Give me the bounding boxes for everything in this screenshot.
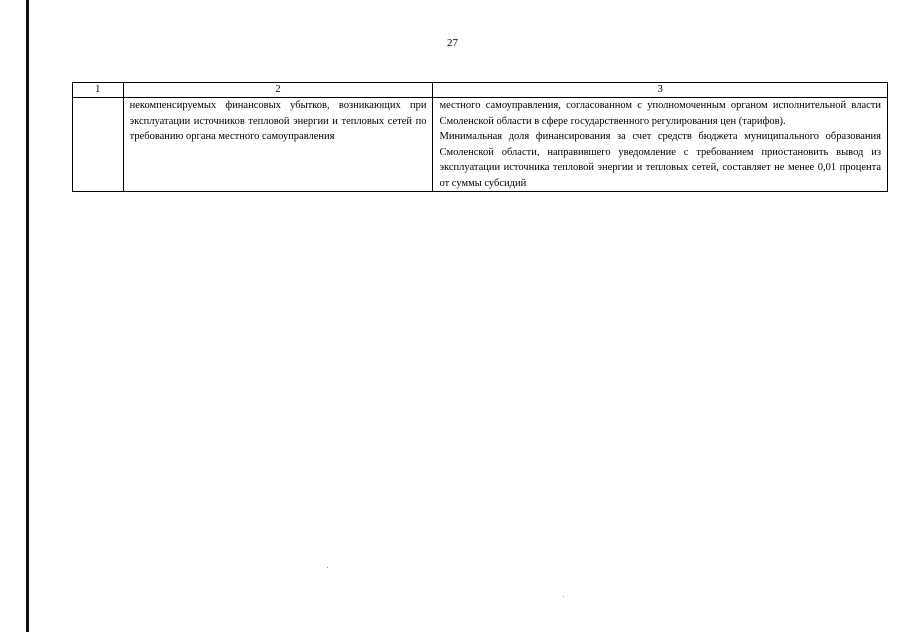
row-cell-3 xyxy=(433,98,888,192)
row-cell-2 xyxy=(123,98,433,192)
page-number: 27 xyxy=(447,37,458,49)
table-header-row xyxy=(73,83,888,98)
row-cell-2-text: некомпенсируемых финансовых убытков, возникающих при эксплуатации источников тепловой энергии и тепловых сетей по требованию органа местного самоуправления xyxy=(129,100,427,142)
scan-speck xyxy=(563,596,564,597)
row-cell-3-paragraph-1: местного самоуправления, согласованном с уполномоченным органом исполнительной власти Смоленской области в сфере государственного регулирования цен (тарифов). xyxy=(439,100,881,127)
binding-edge xyxy=(26,0,29,632)
content-table xyxy=(72,82,888,192)
header-cell-2: 2 xyxy=(123,83,433,98)
row-cell-3-paragraph-2: Минимальная доля финансирования за счет средств бюджета муниципального образования Смоленской области, направившего уведомление с требованием приостановить вывод из эксплуатации источника тепловой энергии и тепловых сетей, составляет не менее 0,01 процента от суммы субсидий xyxy=(439,131,881,189)
table-row xyxy=(73,98,888,192)
header-cell-3: 3 xyxy=(433,83,888,98)
row-cell-1 xyxy=(73,98,124,192)
header-cell-1: 1 xyxy=(73,83,124,98)
scan-speck xyxy=(327,567,328,568)
